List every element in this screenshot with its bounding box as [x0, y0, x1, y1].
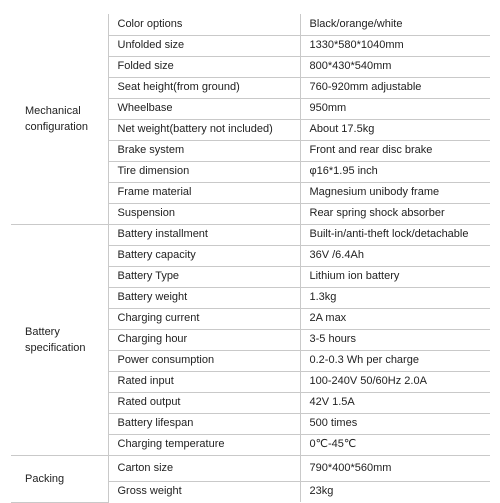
spec-value: 36V /6.4Ah — [300, 245, 490, 266]
spec-value: 23kg — [300, 481, 490, 502]
spec-label: Seat height(from ground) — [108, 77, 300, 98]
spec-label: Carton size — [108, 455, 300, 481]
group-label: Mechanical configuration — [11, 14, 108, 224]
group-label: Packing — [11, 455, 108, 502]
spec-value: 800*430*540mm — [300, 56, 490, 77]
spec-label: Battery Type — [108, 266, 300, 287]
spec-value: About 17.5kg — [300, 119, 490, 140]
spec-value: Black/orange/white — [300, 14, 490, 35]
spec-label: Brake system — [108, 140, 300, 161]
spec-label: Net weight(battery not included) — [108, 119, 300, 140]
spec-label: Suspension — [108, 203, 300, 224]
spec-row — [11, 455, 490, 481]
spec-label: Folded size — [108, 56, 300, 77]
spec-value: 790*400*560mm — [300, 455, 490, 481]
spec-label: Unfolded size — [108, 35, 300, 56]
spec-label: Wheelbase — [108, 98, 300, 119]
spec-label: Charging current — [108, 308, 300, 329]
spec-value: 42V 1.5A — [300, 392, 490, 413]
spec-value: 760-920mm adjustable — [300, 77, 490, 98]
spec-label: Gross weight — [108, 481, 300, 502]
spec-row — [11, 14, 490, 35]
spec-label: Battery weight — [108, 287, 300, 308]
spec-label: Battery lifespan — [108, 413, 300, 434]
spec-label: Color options — [108, 14, 300, 35]
spec-label: Charging hour — [108, 329, 300, 350]
spec-label: Battery installment — [108, 224, 300, 245]
spec-table — [11, 14, 490, 503]
spec-value: 0℃-45℃ — [300, 434, 490, 455]
spec-value: 2A max — [300, 308, 490, 329]
spec-value: Front and rear disc brake — [300, 140, 490, 161]
spec-value: 1330*580*1040mm — [300, 35, 490, 56]
spec-label: Tire dimension — [108, 161, 300, 182]
spec-value: Rear spring shock absorber — [300, 203, 490, 224]
spec-value: 100-240V 50/60Hz 2.0A — [300, 371, 490, 392]
spec-value: 950mm — [300, 98, 490, 119]
spec-label: Battery capacity — [108, 245, 300, 266]
spec-label: Rated output — [108, 392, 300, 413]
spec-label: Rated input — [108, 371, 300, 392]
spec-value: 1.3kg — [300, 287, 490, 308]
spec-value: 500 times — [300, 413, 490, 434]
spec-label: Power consumption — [108, 350, 300, 371]
spec-label: Frame material — [108, 182, 300, 203]
spec-value: φ16*1.95 inch — [300, 161, 490, 182]
spec-value: Magnesium unibody frame — [300, 182, 490, 203]
spec-value: Built-in/anti-theft lock/detachable — [300, 224, 490, 245]
spec-label: Charging temperature — [108, 434, 300, 455]
group-label: Battery specification — [11, 224, 108, 455]
spec-value: 3-5 hours — [300, 329, 490, 350]
spec-value: 0.2-0.3 Wh per charge — [300, 350, 490, 371]
spec-row — [11, 224, 490, 245]
spec-value: Lithium ion battery — [300, 266, 490, 287]
